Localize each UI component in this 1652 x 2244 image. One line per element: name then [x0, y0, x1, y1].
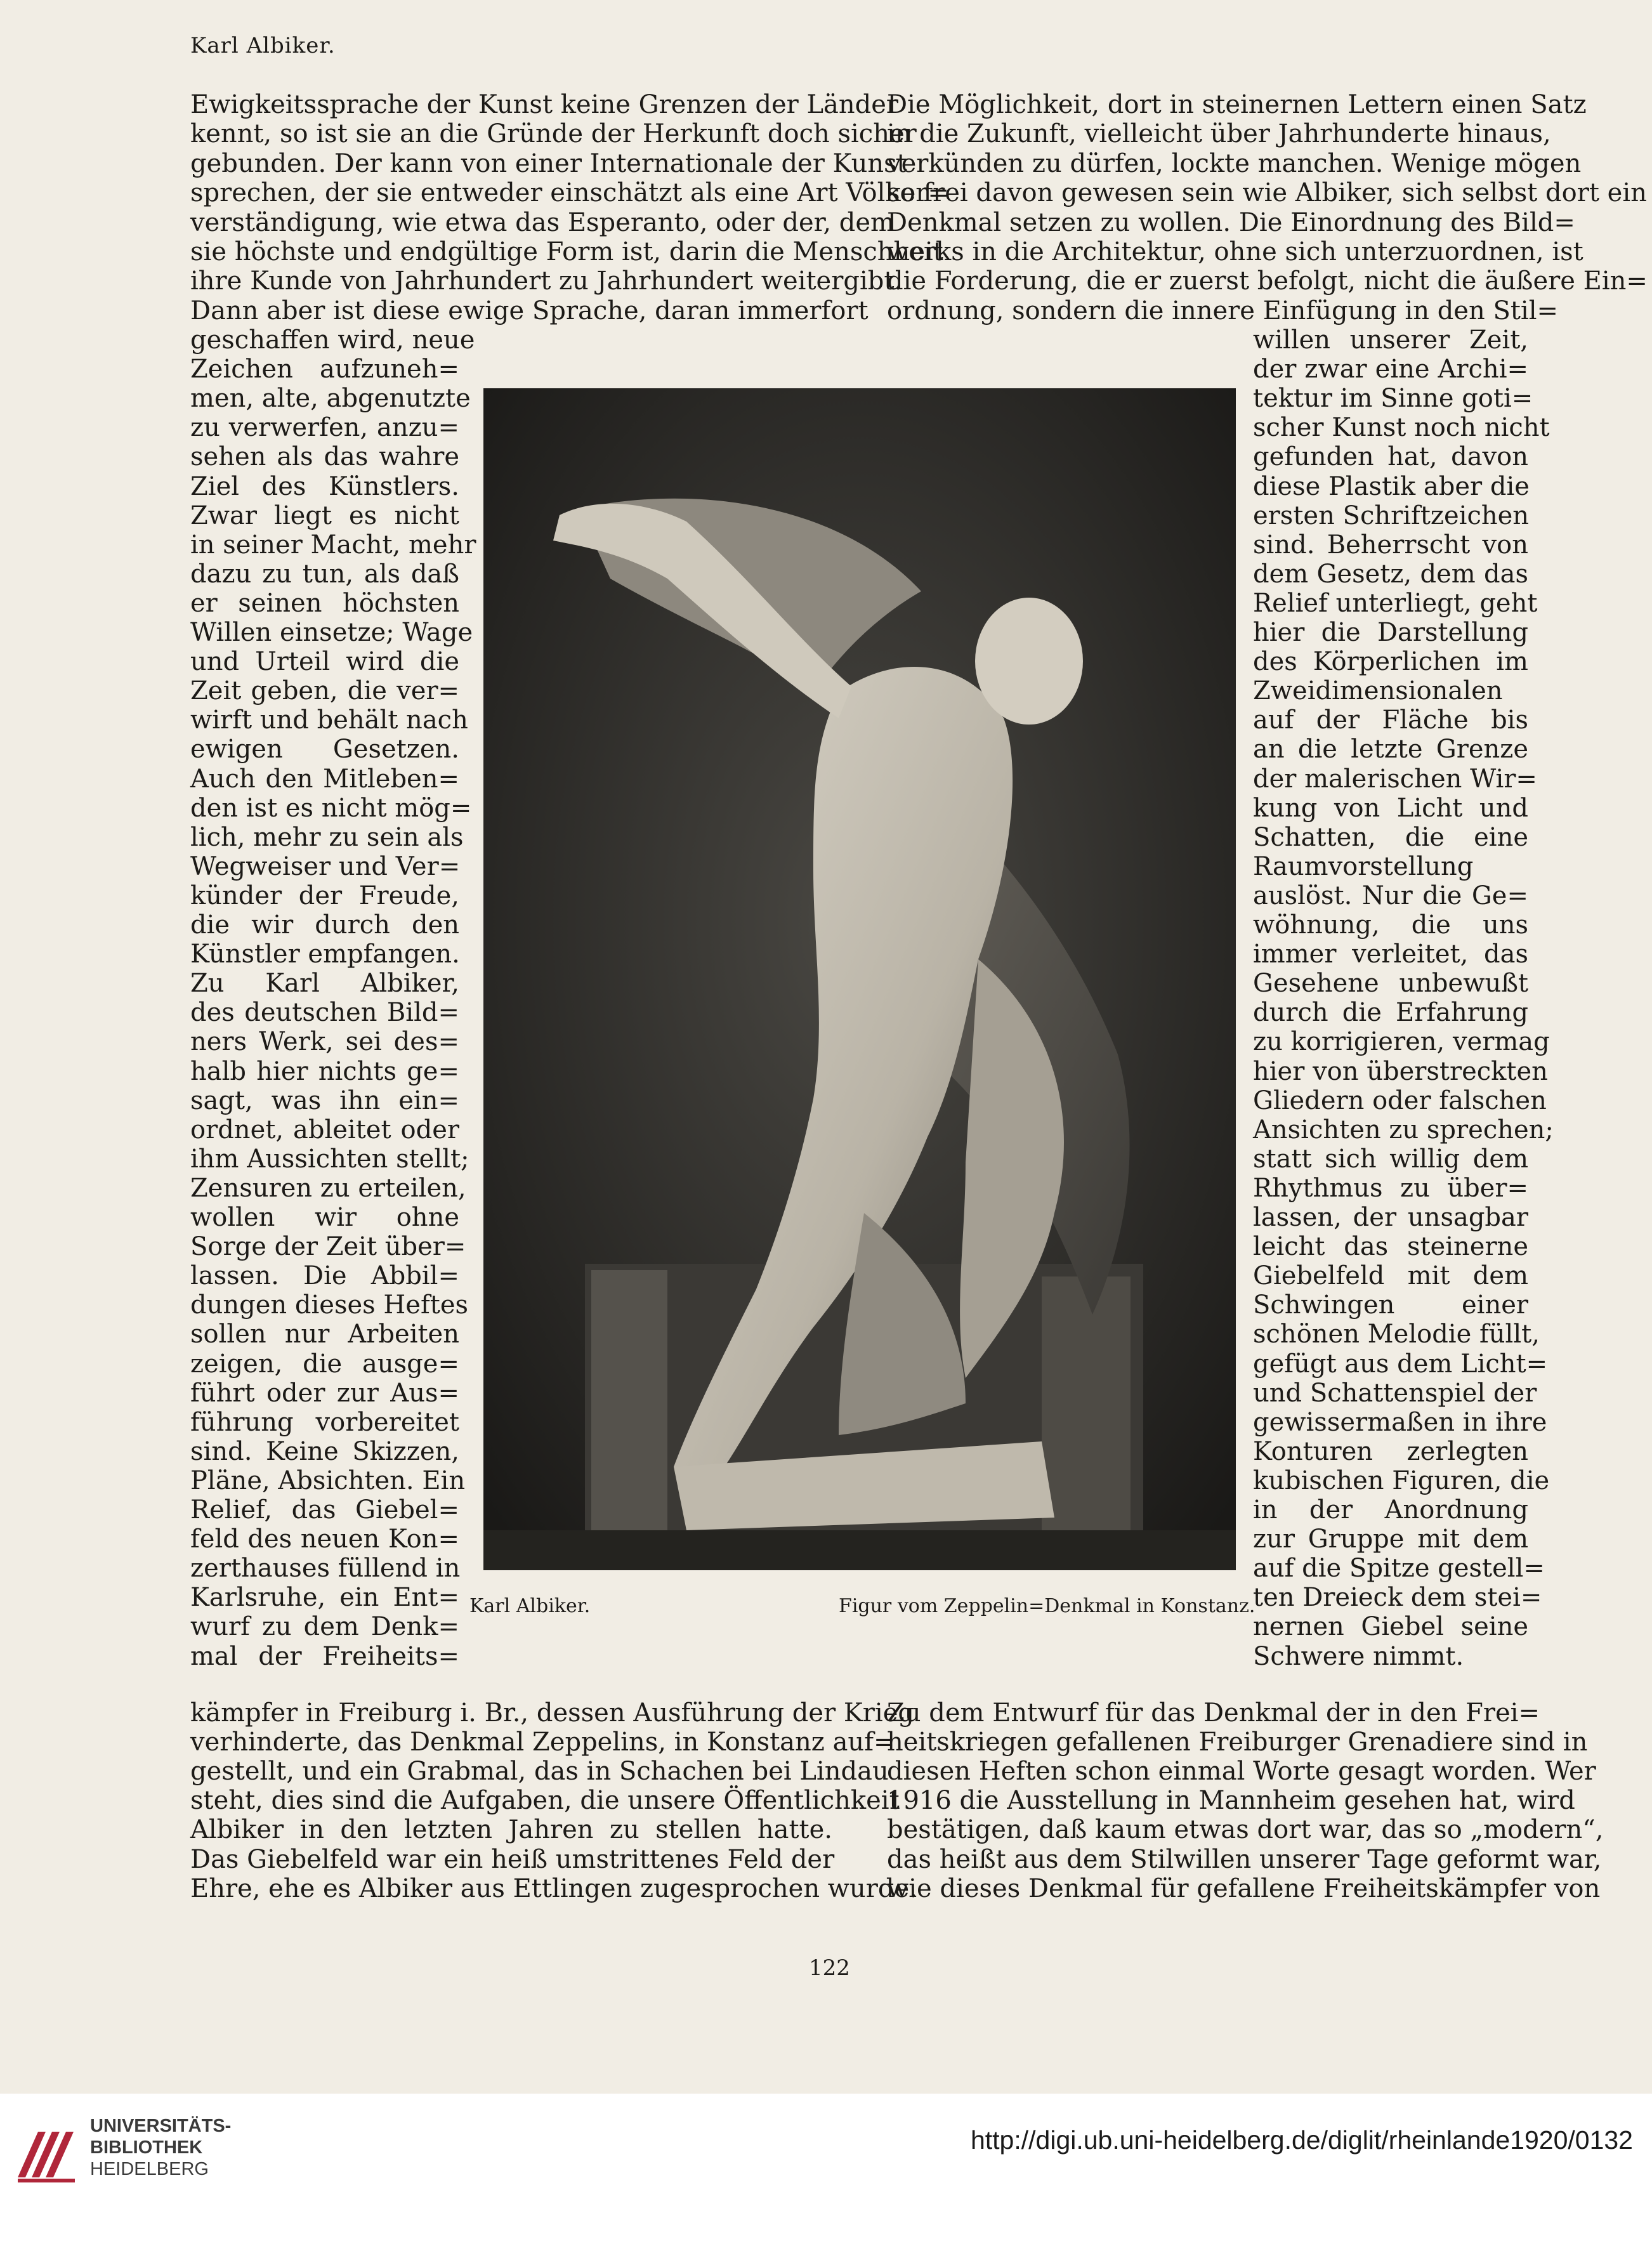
text-line: Zeichen aufzuneh= — [190, 355, 459, 384]
text-line: bestätigen, daß kaum etwas dort war, das so „modern“, — [887, 1815, 1604, 1845]
text-line: Dann aber ist diese ewige Sprache, daran immerfort — [190, 296, 869, 325]
sculpture-image — [483, 388, 1236, 1570]
text-line: gefügt aus dem Licht= — [1253, 1349, 1548, 1379]
text-line: sagt, was ihn ein= — [190, 1086, 459, 1115]
text-line: ihre Kunde von Jahrhundert zu Jahrhundert weitergibt. — [190, 266, 903, 296]
text-line: das heißt aus dem Stilwillen unserer Tage geformt war, — [887, 1844, 1602, 1874]
text-line: hier die Darstellung — [1253, 618, 1528, 647]
text-line: wie dieses Denkmal für gefallene Freiheitskämpfer von — [887, 1873, 1601, 1903]
text-line: Auch den Mitleben= — [190, 764, 459, 794]
text-line: halb hier nichts ge= — [190, 1056, 459, 1086]
text-line: zur Gruppe mit dem — [1253, 1525, 1528, 1554]
text-line: Albiker in den letzten Jahren zu stellen hatte. — [190, 1815, 832, 1845]
text-line: heitskriegen gefallenen Freiburger Grenadiere sind in — [887, 1728, 1588, 1757]
text-line: Denkmal setzen zu wollen. Die Einordnung des Bild= — [887, 207, 1575, 237]
text-line: auf der Fläche bis — [1253, 705, 1528, 735]
text-line: werks in die Architektur, ohne sich unterzuordnen, ist — [887, 237, 1583, 266]
text-line: ihm Aussichten stellt; — [190, 1144, 469, 1174]
text-line: ordnet, ableitet oder — [190, 1115, 459, 1145]
text-line: auf die Spitze gestell= — [1253, 1554, 1545, 1584]
library-name-line3: HEIDELBERG — [90, 2159, 209, 2179]
text-line: er seinen höchsten — [190, 588, 459, 618]
heidelberg-library-logo-icon — [13, 2119, 79, 2186]
text-line: führt oder zur Aus= — [190, 1378, 459, 1408]
text-line: Zensuren zu erteilen, — [190, 1173, 466, 1203]
text-line: sie höchste und endgültige Form ist, darin die Menschheit — [190, 237, 943, 266]
text-line: ordnung, sondern die innere Einfügung in den Stil= — [887, 296, 1559, 325]
text-line: Künstler empfangen. — [190, 940, 460, 969]
text-line: dazu zu tun, als daß — [190, 559, 459, 589]
text-line: zu korrigieren, vermag — [1253, 1027, 1550, 1057]
library-name-line2: BIBLIOTHEK — [90, 2137, 203, 2158]
text-line: kung von Licht und — [1253, 793, 1528, 823]
text-line: dungen dieses Heftes — [190, 1290, 469, 1320]
text-line: sind. Keine Skizzen, — [190, 1436, 459, 1466]
text-line: die wir durch den — [190, 910, 459, 940]
running-head: Karl Albiker. — [190, 33, 336, 58]
text-line: Zweidimensionalen — [1253, 676, 1503, 706]
text-line: 1916 die Ausstellung in Mannheim gesehen hat, wird — [887, 1786, 1575, 1816]
text-line: Willen einsetze; Wage — [190, 618, 473, 647]
text-line: geschaffen wird, neue — [190, 325, 475, 355]
text-line: zu verwerfen, anzu= — [190, 413, 459, 443]
text-line: gebunden. Der kann von einer Internationale der Kunst — [190, 148, 907, 178]
text-line: diese Plastik aber die — [1253, 471, 1530, 501]
library-name-line1: UNIVERSITÄTS- — [90, 2116, 232, 2136]
sculpture-photograph — [483, 388, 1236, 1570]
text-line: wurf zu dem Denk= — [190, 1612, 459, 1642]
text-line: sind. Beherrscht von — [1253, 530, 1528, 560]
text-line: Gesehene unbewußt — [1253, 969, 1528, 999]
text-line: zerthauses füllend in — [190, 1554, 461, 1584]
text-line: Schatten, die eine — [1253, 822, 1528, 852]
text-line: sprechen, der sie entweder einschätzt als eine Art Völker= — [190, 178, 949, 208]
text-line: men, alte, abgenutzte — [190, 384, 471, 414]
text-line: tektur im Sinne goti= — [1253, 384, 1533, 414]
text-line: ersten Schriftzeichen — [1253, 501, 1530, 530]
text-line: gestellt, und ein Grabmal, das in Schachen bei Lindau — [190, 1757, 889, 1787]
text-line: wollen wir ohne — [190, 1203, 459, 1232]
text-line: in der Anordnung — [1253, 1495, 1528, 1525]
text-line: kennt, so ist sie an die Gründe der Herkunft doch sicher — [190, 119, 917, 149]
text-line: Relief unterliegt, geht — [1253, 588, 1538, 618]
text-line: Das Giebelfeld war ein heiß umstrittenes Feld der — [190, 1844, 835, 1874]
library-name — [90, 2115, 231, 2180]
text-line: schönen Melodie füllt, — [1253, 1320, 1540, 1349]
text-line: Schwingen einer — [1253, 1290, 1528, 1320]
text-line: Zu Karl Albiker, — [190, 969, 459, 999]
text-line: und Schattenspiel der — [1253, 1378, 1537, 1408]
text-line: Wegweiser und Ver= — [190, 851, 461, 881]
text-line: leicht das steinerne — [1253, 1232, 1528, 1262]
text-line: Zeit geben, die ver= — [190, 676, 459, 706]
text-line: ners Werk, sei des= — [190, 1027, 459, 1057]
permalink-url[interactable]: http://digi.ub.uni-heidelberg.de/diglit/rheinlande1920/0132 — [970, 2125, 1633, 2155]
text-line: kubischen Figuren, die — [1253, 1466, 1550, 1495]
figure-caption-artist: Karl Albiker. — [469, 1595, 591, 1617]
text-line: Die Möglichkeit, dort in steinernen Lettern einen Satz — [887, 90, 1587, 119]
page-number: 122 — [809, 1955, 850, 1981]
text-line: Pläne, Absichten. Ein — [190, 1466, 466, 1495]
text-line: und Urteil wird die — [190, 647, 459, 677]
text-line: mal der Freiheits= — [190, 1641, 459, 1671]
text-line: an die letzte Grenze — [1253, 735, 1528, 764]
text-line: statt sich willig dem — [1253, 1144, 1528, 1174]
text-line: kämpfer in Freiburg i. Br., dessen Ausführung der Krieg — [190, 1698, 914, 1728]
figure-caption-title: Figur vom Zeppelin=Denkmal in Konstanz. — [839, 1595, 1255, 1617]
text-line: lassen, der unsagbar — [1253, 1203, 1528, 1232]
text-line: Giebelfeld mit dem — [1253, 1261, 1528, 1291]
text-line: Ehre, ehe es Albiker aus Ettlingen zugesprochen wurde. — [190, 1873, 917, 1903]
text-line: den ist es nicht mög= — [190, 793, 472, 823]
text-line: lich, mehr zu sein als — [190, 822, 464, 852]
text-line: diesen Heften schon einmal Worte gesagt worden. Wer — [887, 1757, 1596, 1787]
text-line: Ansichten zu sprechen; — [1253, 1115, 1554, 1145]
text-line: Zwar liegt es nicht — [190, 501, 459, 530]
text-line: auslöst. Nur die Ge= — [1253, 881, 1528, 910]
text-line: Schwere nimmt. — [1253, 1641, 1464, 1671]
text-line: des deutschen Bild= — [190, 998, 459, 1028]
text-line: willen unserer Zeit, — [1253, 325, 1528, 355]
text-line: des Körperlichen im — [1253, 647, 1528, 677]
text-line: Ziel des Künstlers. — [190, 471, 459, 501]
text-line: wirft und behält nach — [190, 705, 468, 735]
text-line: ewigen Gesetzen. — [190, 735, 459, 764]
text-line: führung vorbereitet — [190, 1407, 459, 1437]
text-line: zeigen, die ausge= — [190, 1349, 459, 1379]
text-line: sehen als das wahre — [190, 442, 459, 472]
text-line: Zu dem Entwurf für das Denkmal der in den Frei= — [887, 1698, 1540, 1728]
text-line: Relief, das Giebel= — [190, 1495, 459, 1525]
text-line: wöhnung, die uns — [1253, 910, 1528, 940]
library-footer — [0, 2094, 1652, 2244]
text-line: Karlsruhe, ein Ent= — [190, 1583, 459, 1613]
text-line: der zwar eine Archi= — [1253, 355, 1528, 384]
text-line: so frei davon gewesen sein wie Albiker, sich selbst dort ein — [887, 178, 1647, 208]
text-line: durch die Erfahrung — [1253, 998, 1528, 1028]
text-line: ten Dreieck dem stei= — [1253, 1583, 1542, 1613]
text-line: in seiner Macht, mehr — [190, 530, 476, 560]
text-line: die Forderung, die er zuerst befolgt, nicht die äußere Ein= — [887, 266, 1648, 296]
text-line: Konturen zerlegten — [1253, 1436, 1528, 1466]
text-line: künder der Freude, — [190, 881, 459, 910]
text-line: Gliedern oder falschen — [1253, 1086, 1547, 1115]
text-line: verhinderte, das Denkmal Zeppelins, in Konstanz auf= — [190, 1728, 895, 1757]
text-line: immer verleitet, das — [1253, 940, 1528, 969]
text-line: sollen nur Arbeiten — [190, 1320, 459, 1349]
text-line: verkünden zu dürfen, lockte manchen. Wenige mögen — [887, 148, 1582, 178]
text-line: Ewigkeitssprache der Kunst keine Grenzen der Länder — [190, 90, 899, 119]
text-line: gewissermaßen in ihre — [1253, 1407, 1547, 1437]
text-line: nernen Giebel seine — [1253, 1612, 1528, 1642]
text-line: steht, dies sind die Aufgaben, die unsere Öffentlichkeit — [190, 1786, 900, 1816]
text-line: Rhythmus zu über= — [1253, 1173, 1528, 1203]
text-line: in die Zukunft, vielleicht über Jahrhunderte hinaus, — [887, 119, 1551, 149]
text-line: feld des neuen Kon= — [190, 1525, 459, 1554]
text-line: Sorge der Zeit über= — [190, 1232, 466, 1262]
text-line: hier von überstreckten — [1253, 1056, 1548, 1086]
text-line: dem Gesetz, dem das — [1253, 559, 1528, 589]
text-line: Raumvorstellung — [1253, 851, 1474, 881]
text-line: lassen. Die Abbil= — [190, 1261, 459, 1291]
text-line: gefunden hat, davon — [1253, 442, 1528, 472]
text-line: scher Kunst noch nicht — [1253, 413, 1550, 443]
text-line: der malerischen Wir= — [1253, 764, 1537, 794]
text-line: verständigung, wie etwa das Esperanto, oder der, dem — [190, 207, 895, 237]
